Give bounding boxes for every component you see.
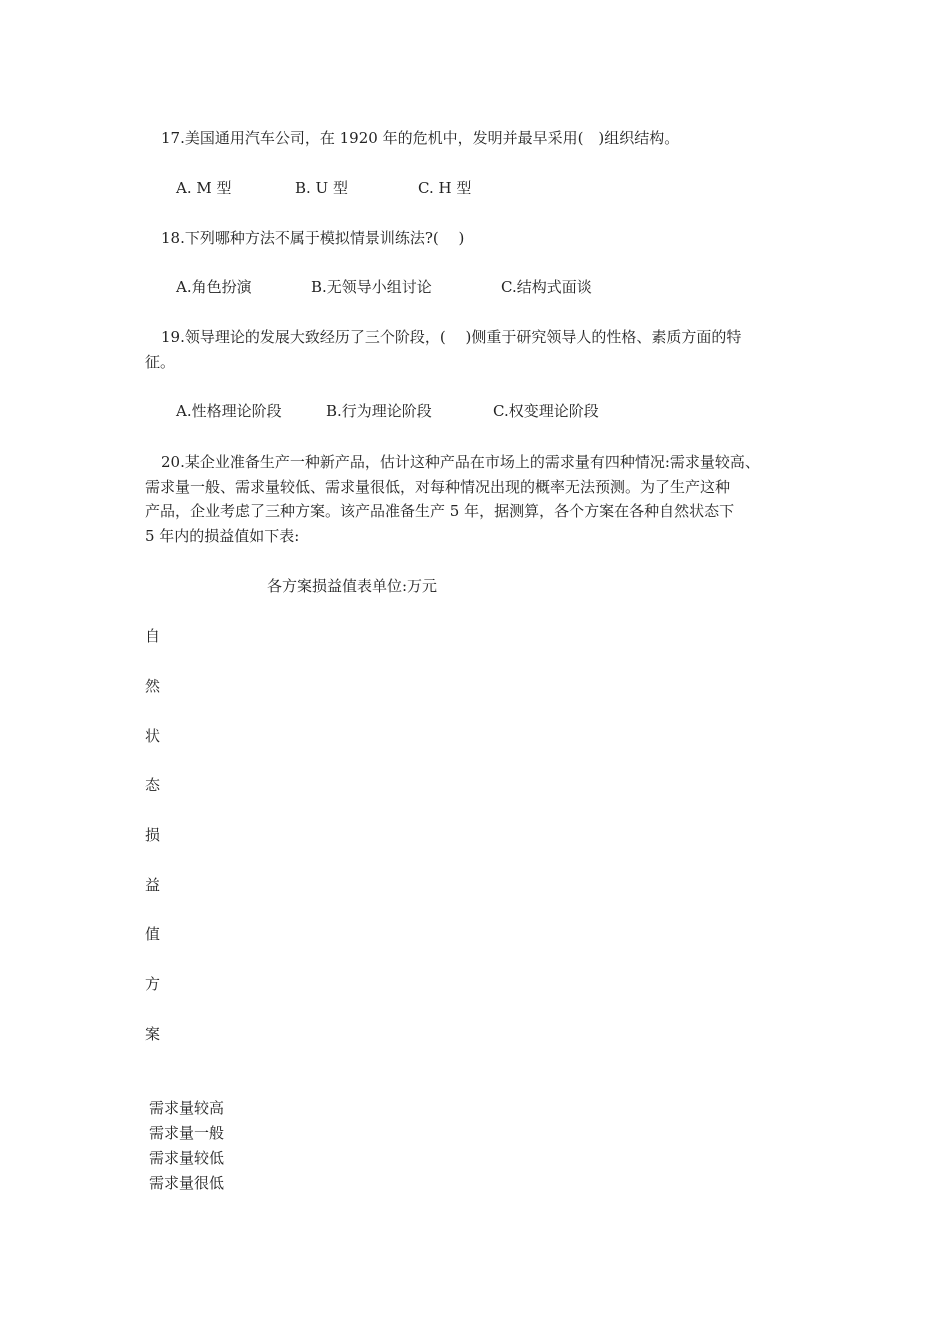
vertical-header-char: 状	[145, 727, 161, 745]
vertical-header-char: 值	[145, 925, 161, 943]
question-17-option-a: A. M 型	[176, 179, 232, 197]
question-19-stem-line2: 征。	[145, 353, 176, 371]
question-18-stem: 18.下列哪种方法不属于模拟情景训练法?( )	[161, 229, 465, 247]
question-20-line3: 产品，企业考虑了三种方案。该产品准备生产 5 年，据测算，各个方案在各种自然状态下	[145, 502, 735, 520]
vertical-header-char: 损	[145, 826, 161, 844]
question-19-option-a: A.性格理论阶段	[176, 402, 282, 420]
question-18-option-b: B.无领导小组讨论	[311, 278, 432, 296]
question-19-option-b: B.行为理论阶段	[326, 402, 432, 420]
question-17-option-b: B. U 型	[295, 179, 348, 197]
question-19-stem-line1: 19.领导理论的发展大致经历了三个阶段，( )侧重于研究领导人的性格、素质方面的特	[161, 328, 742, 346]
question-17-stem: 17.美国通用汽车公司，在 1920 年的危机中，发明并最早采用( )组织结构。	[161, 129, 680, 147]
question-20-line1: 20.某企业准备生产一种新产品，估计这种产品在市场上的需求量有四种情况:需求量较高、	[161, 453, 760, 471]
vertical-header-char: 然	[145, 677, 161, 695]
question-17-option-c: C. H 型	[418, 179, 472, 197]
table-column-label: 需求量较高	[149, 1099, 225, 1117]
table-caption: 各方案损益值表单位:万元	[267, 577, 438, 595]
question-18-option-c: C.结构式面谈	[501, 278, 592, 296]
vertical-header-char: 方	[145, 975, 161, 993]
table-column-label: 需求量较低	[149, 1149, 225, 1167]
vertical-header-char: 益	[145, 876, 161, 894]
vertical-header-char: 自	[145, 627, 161, 645]
vertical-header-char: 案	[145, 1025, 161, 1043]
question-20-line4: 5 年内的损益值如下表:	[145, 527, 300, 545]
question-20-line2: 需求量一般、需求量较低、需求量很低，对每种情况出现的概率无法预测。为了生产这种	[145, 478, 731, 496]
table-column-label: 需求量很低	[149, 1174, 225, 1192]
table-column-label: 需求量一般	[149, 1124, 225, 1142]
question-18-option-a: A.角色扮演	[176, 278, 252, 296]
vertical-header-char: 态	[145, 776, 161, 794]
question-19-option-c: C.权变理论阶段	[493, 402, 599, 420]
